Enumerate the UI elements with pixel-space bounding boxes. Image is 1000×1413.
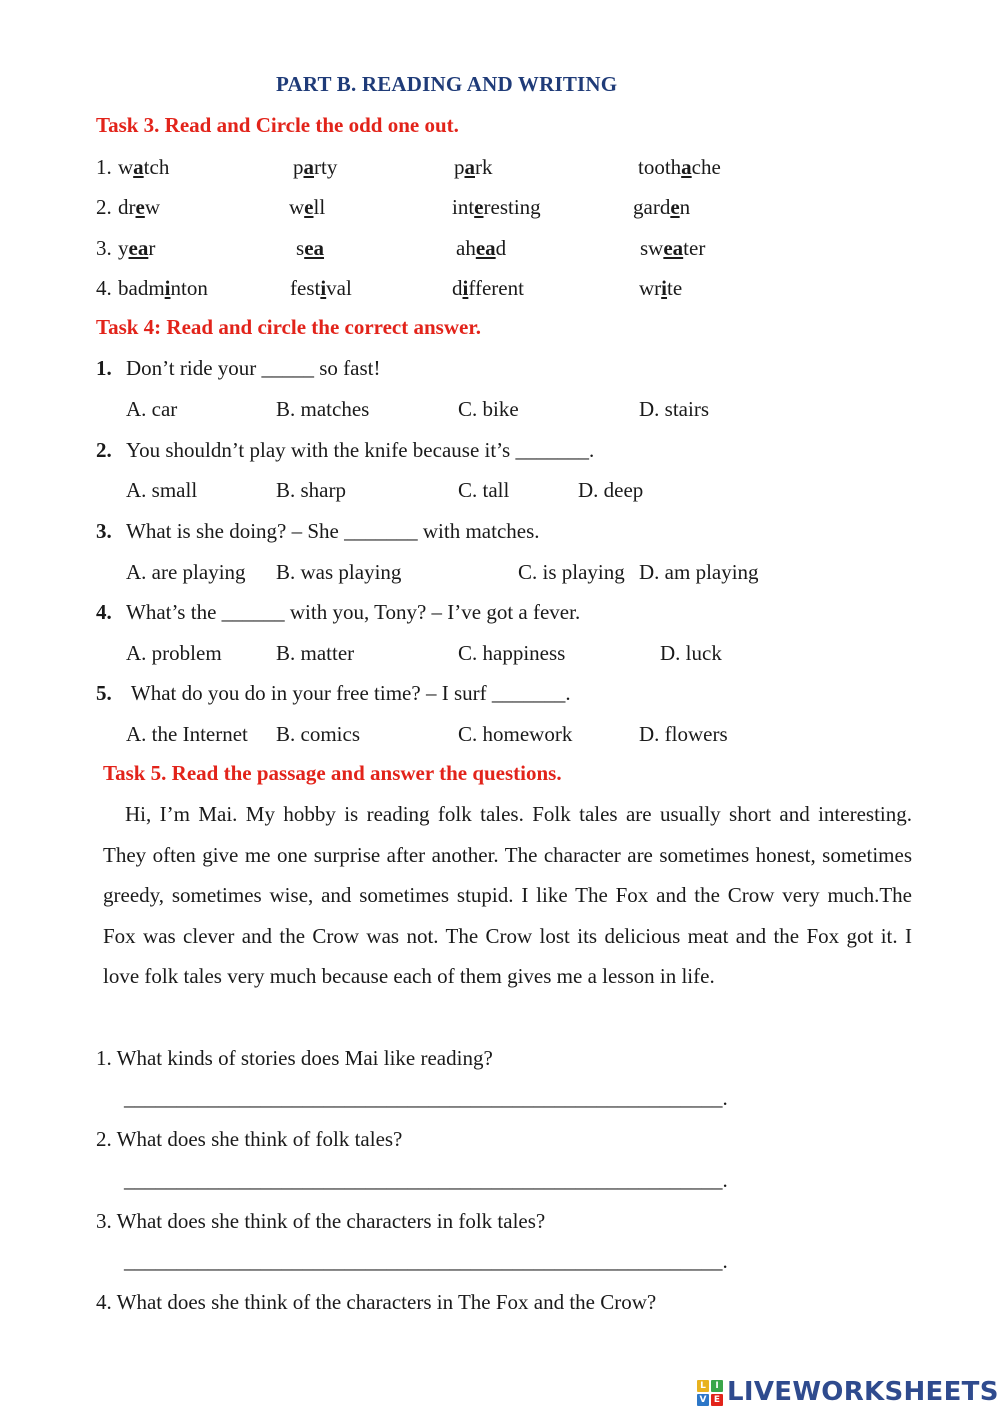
question-text: You shouldn’t play with the knife because it’s _______. — [126, 438, 595, 462]
answer-option[interactable]: D. deep — [578, 478, 644, 502]
question-text: What’s the ______ with you, Tony? – I’ve got a fever. — [126, 600, 581, 624]
part-title: PART B. READING AND WRITING — [276, 72, 618, 96]
logo-icon-letter: I — [711, 1380, 723, 1392]
task3-heading: Task 3. Read and Circle the odd one out. — [96, 113, 459, 137]
odd-word-option[interactable]: festival — [290, 276, 352, 300]
task4-heading: Task 4: Read and circle the correct answer. — [96, 315, 481, 339]
answer-option[interactable]: B. was playing — [276, 560, 402, 584]
answer-option[interactable]: A. problem — [126, 641, 222, 665]
odd-word-option[interactable]: ahead — [456, 236, 507, 260]
liveworksheets-logo-icon — [697, 1380, 723, 1406]
odd-word-option[interactable]: drew — [118, 195, 160, 219]
logo-icon-letter: E — [711, 1394, 723, 1406]
odd-row-number: 2. — [96, 195, 112, 219]
answer-option[interactable]: A. small — [126, 478, 198, 502]
odd-word-option[interactable]: park — [454, 155, 493, 179]
odd-row-number: 4. — [96, 276, 112, 300]
question-number: 1. — [96, 356, 112, 380]
answer-option[interactable]: D. luck — [660, 641, 722, 665]
logo-icon-letter: L — [697, 1380, 709, 1392]
question-number: 2. — [96, 438, 112, 462]
question-number: 5. — [96, 681, 112, 705]
answer-option[interactable]: D. am playing — [639, 560, 759, 584]
answer-option[interactable]: B. sharp — [276, 478, 346, 502]
answer-line[interactable]: _________________________________________________________. — [124, 1086, 728, 1110]
odd-word-option[interactable]: different — [452, 276, 524, 300]
answer-option[interactable]: A. are playing — [126, 560, 246, 584]
odd-word-option[interactable]: toothache — [638, 155, 721, 179]
answer-line[interactable]: _________________________________________________________. — [124, 1249, 728, 1273]
comprehension-question: 2. What does she think of folk tales? — [96, 1127, 403, 1151]
logo-icon-letter: V — [697, 1394, 709, 1406]
odd-row-number: 3. — [96, 236, 112, 260]
answer-option[interactable]: B. comics — [276, 722, 360, 746]
answer-option[interactable]: C. is playing — [518, 560, 625, 584]
answer-option[interactable]: D. flowers — [639, 722, 728, 746]
question-text: What do you do in your free time? – I surf _______. — [126, 681, 571, 705]
answer-option[interactable]: C. happiness — [458, 641, 566, 665]
odd-word-option[interactable]: write — [639, 276, 683, 300]
answer-option[interactable]: B. matter — [276, 641, 355, 665]
odd-word-option[interactable]: party — [293, 155, 338, 179]
odd-word-option[interactable]: badminton — [118, 276, 208, 300]
odd-word-option[interactable]: interesting — [452, 195, 541, 219]
reading-passage: Hi, I’m Mai. My hobby is reading folk tales. Folk tales are usually short and interesting. They often give me one surprise after another. The character are sometimes honest, sometimes greedy, sometimes wise, and sometimes stupid. I like The Fox and the Crow very much.The Fox was clever and the Crow was not. The Crow lost its delicious meat and the Fox got it. I love folk tales very much because each of them gives me a lesson in life. — [103, 802, 912, 989]
liveworksheets-wordmark: LIVEWORKSHEETS — [727, 1377, 999, 1407]
answer-option[interactable]: A. car — [126, 397, 178, 421]
odd-word-option[interactable]: well — [289, 195, 326, 219]
comprehension-question: 3. What does she think of the characters in folk tales? — [96, 1209, 546, 1233]
liveworksheets-logo — [697, 1377, 999, 1408]
odd-word-option[interactable]: garden — [633, 195, 691, 219]
answer-line[interactable]: _________________________________________________________. — [124, 1168, 728, 1192]
odd-word-option[interactable]: watch — [118, 155, 170, 179]
comprehension-question: 4. What does she think of the characters in The Fox and the Crow? — [96, 1290, 657, 1314]
question-text: What is she doing? – She _______ with matches. — [126, 519, 540, 543]
answer-option[interactable]: B. matches — [276, 397, 370, 421]
odd-word-option[interactable]: sea — [296, 236, 325, 260]
comprehension-question: 1. What kinds of stories does Mai like reading? — [96, 1046, 493, 1070]
question-text: Don’t ride your _____ so fast! — [126, 356, 381, 380]
odd-row-number: 1. — [96, 155, 112, 179]
task5-heading: Task 5. Read the passage and answer the questions. — [103, 761, 562, 785]
answer-option[interactable]: A. the Internet — [126, 722, 248, 746]
answer-option[interactable]: C. bike — [458, 397, 519, 421]
question-number: 3. — [96, 519, 112, 543]
odd-word-option[interactable]: sweater — [640, 236, 706, 260]
answer-option[interactable]: D. stairs — [639, 397, 709, 421]
answer-option[interactable]: C. tall — [458, 478, 510, 502]
question-number: 4. — [96, 600, 112, 624]
odd-word-option[interactable]: year — [118, 236, 156, 260]
answer-option[interactable]: C. homework — [458, 722, 573, 746]
